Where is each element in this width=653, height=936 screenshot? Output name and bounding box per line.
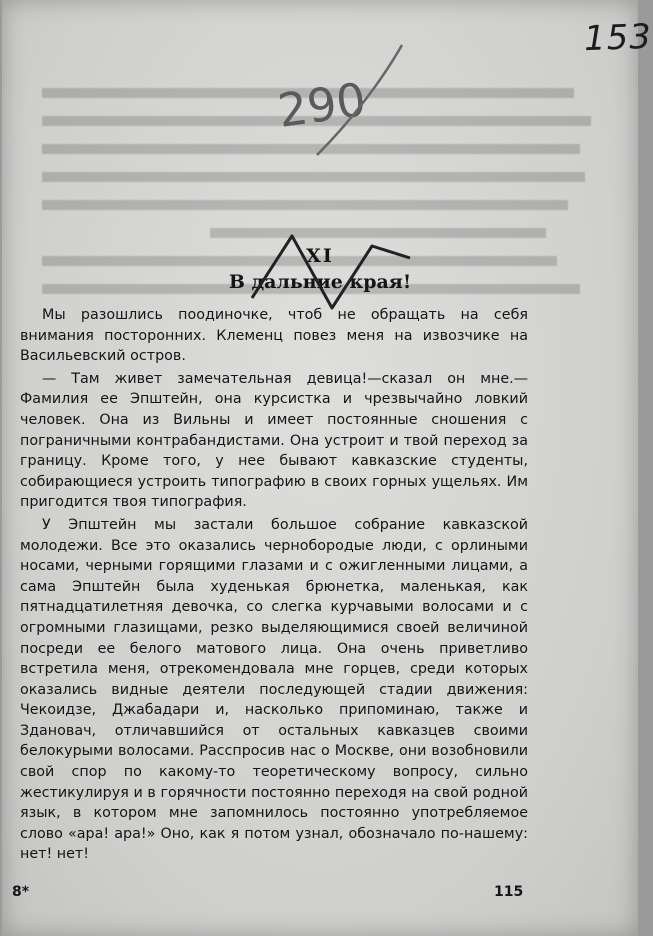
body-text: [20, 305, 528, 867]
chapter-number: XI: [306, 245, 334, 267]
page-number: 115: [494, 884, 524, 900]
pencil-annotation: 290: [274, 72, 370, 138]
pencil-slash-mark: [302, 40, 412, 160]
printer-signature: 8*: [12, 884, 30, 900]
document-page: [2, 0, 653, 936]
paragraph: У Эпштейн мы застали большое собрание кавказской молодежи. Все это оказались чернобородые люди, с орлиными носами, черными горящими глазами и с ожигленными лицами, а сама Эпштейн была худенькая брюнетка, маленькая, как пятнадцатилетняя девочка, со слегка курчавыми волосами и с огромными глазищами, резко выделяющимися своей величиной посреди ее белого матового лица. Она очень приветливо встретила меня, отрекомендовала мне горцев, среди которых оказались видные деятели последующей стадии движения: Чекоидзе, Джабадари и, насколько припоминаю, также и Здановач, отличавшийся от остальных кавказцев своими белокурыми волосами. Расспросив нас о Москве, они возобновили свой спор по какому-то теоретическому вопросу, сильно жестикулируя и в горячности постоянно переходя на свой родной язык, в котором мне запомнилось постоянно употребляемое слово «ара! ара!» Оно, как я потом узнал, обозначало по-нашему: нет! нет!: [20, 516, 528, 863]
archive-page-number: 153: [583, 16, 653, 60]
chapter-title: В дальние края!: [228, 271, 412, 293]
paragraph: Мы разошлись поодиночке, чтоб не обращать на себя внимания посторонних. Клеменц повез меня на извозчике на Васильевский остров.: [20, 307, 528, 365]
paragraph: — Там живет замечательная девица!—сказал он мне.— Фамилия ее Эпштейн, она курсистка и чрезвычайно ловкий человек. Она из Вильны и имеет постоянные сношения с пограничными контрабандистами. Она устроит и твой переход за границу. Кроме того, у нее бывают кавказские студенты, собирающиеся устроить типографию в своих горных ущельях. Им пригодится твоя типография.: [20, 370, 528, 511]
